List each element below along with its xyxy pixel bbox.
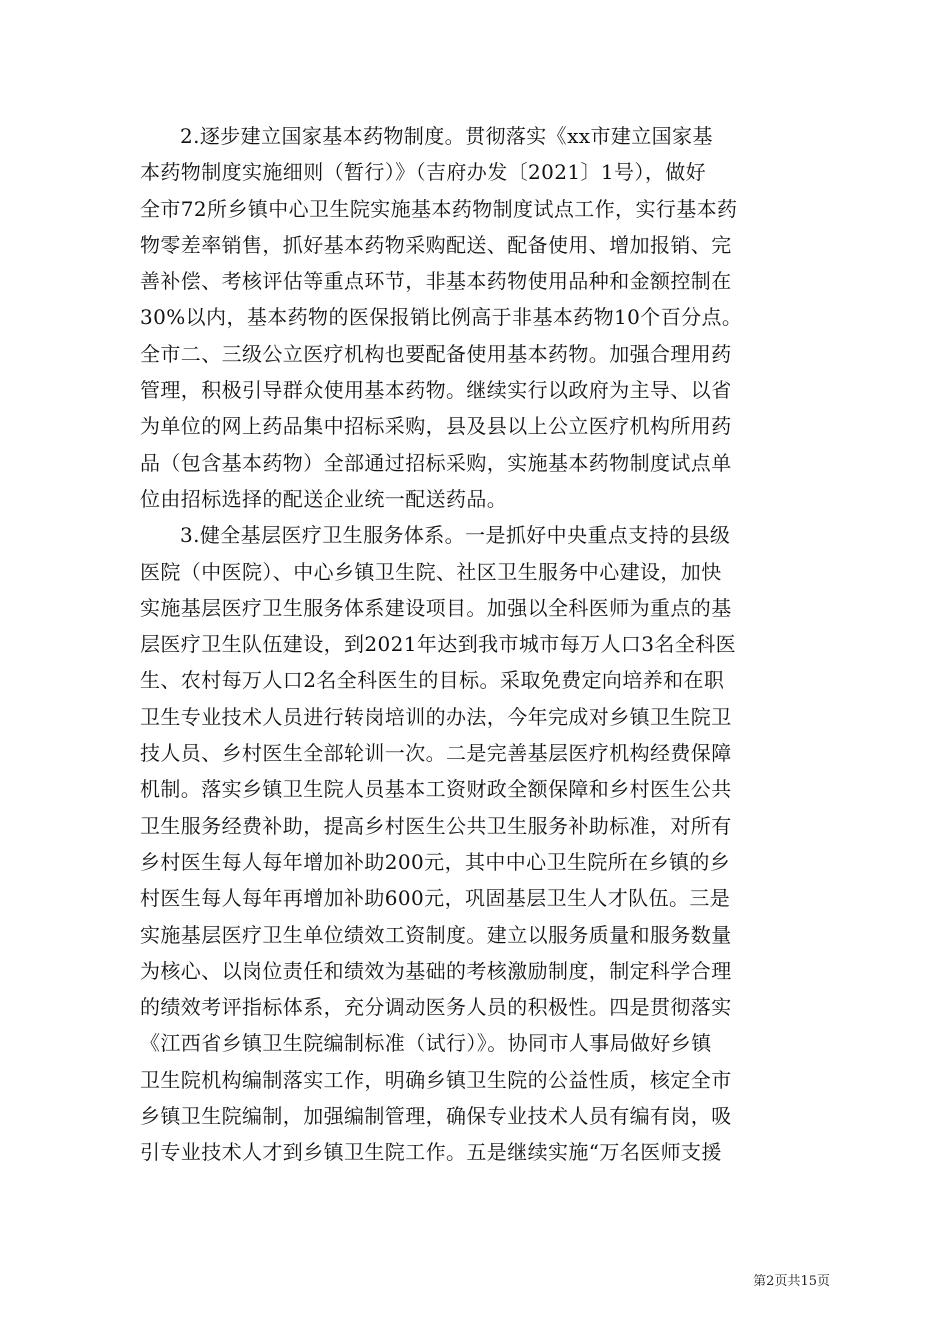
text-line: 实施基层医疗卫生服务体系建设项目。加强以全科医师为重点的基 (140, 595, 732, 620)
text-line: 机制。落实乡镇卫生院人员基本工资财政全额保障和乡村医生公共 (140, 777, 732, 802)
text-line: 为单位的网上药品集中招标采购，县及县以上公立医疗机构所用药 (140, 414, 732, 439)
page-number: 第2页共15页 (753, 1274, 830, 1289)
paragraph-essential-medicines (140, 118, 812, 517)
text-line: 为核心、以岗位责任和绩效为基础的考核激励制度，制定科学合理 (140, 958, 732, 983)
text-line: 2.逐步建立国家基本药物制度。贯彻落实《xx市建立国家基 (180, 124, 713, 148)
text-line: 村医生每人每年再增加补助600元，巩固基层卫生人才队伍。三是 (140, 886, 731, 911)
text-line: 层医疗卫生队伍建设，到2021年达到我市城市每万人口3名全科医 (140, 632, 737, 657)
text-line: 《江西省乡镇卫生院编制标准（试行）》。协同市人事局做好乡镇 (140, 1031, 712, 1056)
text-line: 全市72所乡镇中心卫生院实施基本药物制度试点工作，实行基本药 (140, 196, 738, 221)
text-line: 技人员、乡村医生全部轮训一次。二是完善基层医疗机构经费保障 (140, 741, 732, 766)
text-line: 医院（中医院）、中心乡镇卫生院、社区卫生服务中心建设，加快 (140, 559, 722, 584)
text-line: 实施基层医疗卫生单位绩效工资制度。建立以服务质量和服务数量 (140, 922, 732, 947)
text-line: 卫生服务经费补助，提高乡村医生公共卫生服务补助标准，对所有 (140, 813, 732, 838)
text-line: 善补偿、考核评估等重点环节，非基本药物使用品种和金额控制在 (140, 269, 732, 294)
text-line: 引专业技术人才到乡镇卫生院工作。五是继续实施“万名医师支援 (140, 1140, 722, 1165)
text-line: 管理，积极引导群众使用基本药物。继续实行以政府为主导、以省 (140, 378, 732, 403)
paragraph-primary-care-system (140, 517, 812, 1170)
text-line: 乡镇卫生院编制，加强编制管理，确保专业技术人员有编有岗，吸 (140, 1104, 732, 1129)
text-line: 乡村医生每人每年增加补助200元，其中中心卫生院所在乡镇的乡 (140, 849, 731, 874)
text-line: 3.健全基层医疗卫生服务体系。一是抓好中央重点支持的县级 (180, 523, 731, 548)
text-line: 全市二、三级公立医疗机构也要配备使用基本药物。加强合理用药 (140, 341, 732, 366)
text-line: 生、农村每万人口2名全科医生的目标。采取免费定向培养和在职 (140, 668, 725, 693)
text-line: 位由招标选择的配送企业统一配送药品。 (140, 486, 508, 511)
text-line: 的绩效考评指标体系，充分调动医务人员的积极性。四是贯彻落实 (140, 995, 732, 1020)
text-line: 30%以内，基本药物的医保报销比例高于非基本药物10个百分点。 (140, 305, 743, 330)
text-line: 本药物制度实施细则（暂行）》（吉府办发〔2021〕1号），做好 (140, 160, 707, 185)
text-line: 卫生院机构编制落实工作，明确乡镇卫生院的公益性质，核定全市 (140, 1067, 732, 1092)
text-line: 卫生专业技术人员进行转岗培训的办法，今年完成对乡镇卫生院卫 (140, 704, 732, 729)
document-body (140, 118, 812, 1171)
text-line: 品（包含基本药物）全部通过招标采购，实施基本药物制度试点单 (140, 450, 732, 475)
text-line: 物零差率销售，抓好基本药物采购配送、配备使用、增加报销、完 (140, 232, 732, 257)
